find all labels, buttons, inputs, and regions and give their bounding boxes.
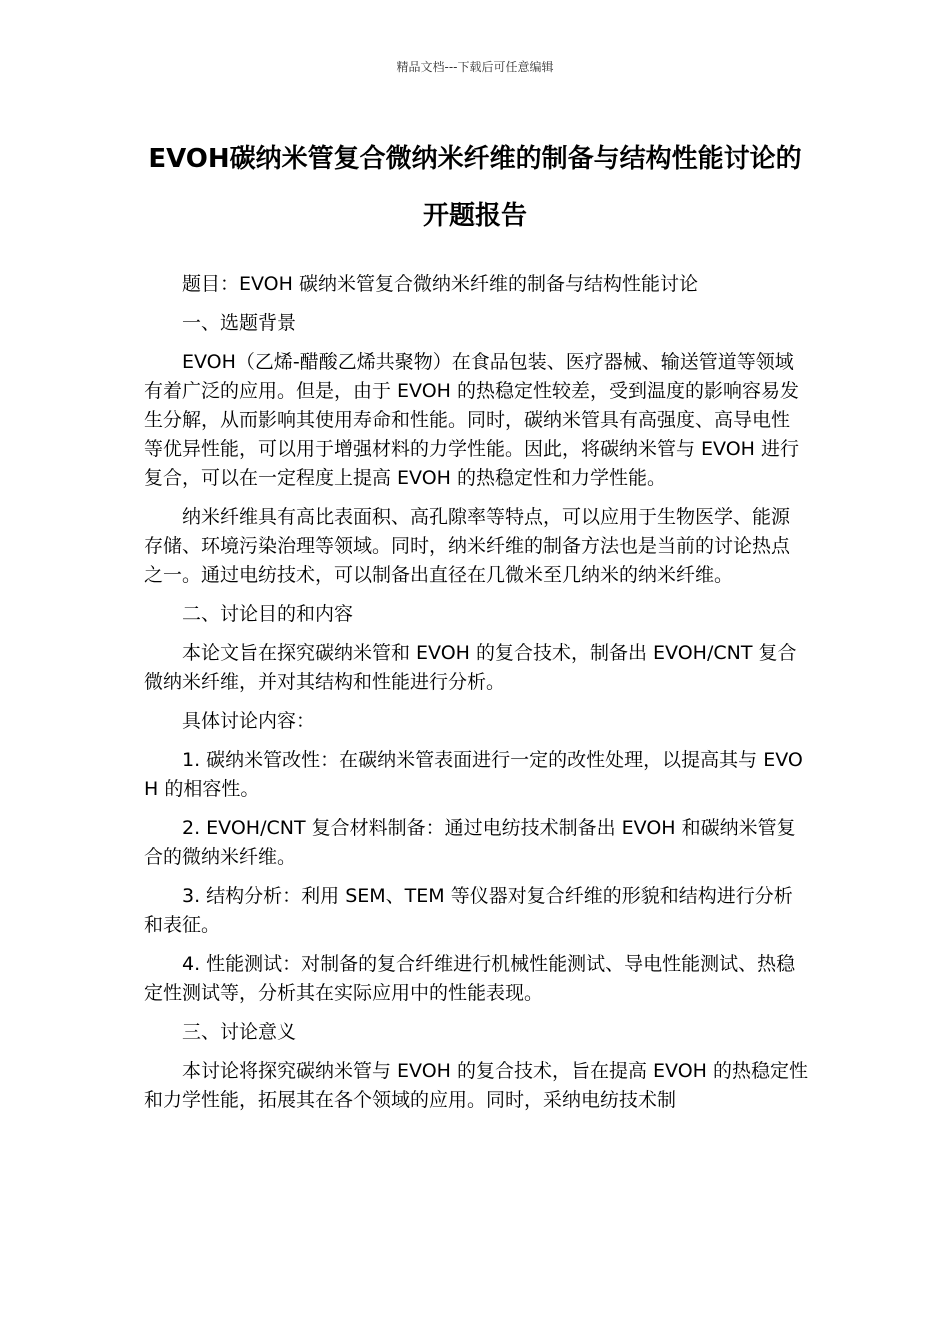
paragraph-purpose: 本论文旨在探究碳纳米管和 EVOH 的复合技术，制备出 EVOH/CNT 复合微纳米纤维，并对其结构和性能进行分析。 [144, 642, 797, 693]
header-note: 精品文档---下载后可任意编辑 [396, 60, 554, 74]
paragraph-significance: 本讨论将探究碳纳米管与 EVOH 的复合技术，旨在提高 EVOH 的热稳定性和力学性能，拓展其在各个领域的应用。同时，采纳电纺技术制 [144, 1060, 808, 1111]
content-item-3: 3. 结构分析：利用 SEM、TEM 等仪器对复合纤维的形貌和结构进行分析和表征。 [144, 885, 793, 936]
topic-line: 题目：EVOH 碳纳米管复合微纳米纤维的制备与结构性能讨论 [182, 273, 698, 295]
document-title: EVOH碳纳米管复合微纳米纤维的制备与结构性能讨论的开题报告 [148, 144, 802, 231]
section-heading-significance: 三、讨论意义 [182, 1021, 297, 1043]
section-heading-background: 一、选题背景 [182, 312, 297, 334]
paragraph-background-nanofiber: 纳米纤维具有高比表面积、高孔隙率等特点，可以应用于生物医学、能源存储、环境污染治理等领域。同时，纳米纤维的制备方法也是当前的讨论热点之一。通过电纺技术，可以制备出直径在几微米至几纳米的纳米纤维。 [144, 506, 791, 586]
document-body [144, 270, 808, 1125]
content-item-4: 4. 性能测试：对制备的复合纤维进行机械性能测试、导电性能测试、热稳定性测试等，分析其在实际应用中的性能表现。 [144, 953, 796, 1004]
content-list-heading: 具体讨论内容： [182, 710, 316, 732]
section-heading-purpose: 二、讨论目的和内容 [182, 603, 354, 625]
content-item-1: 1. 碳纳米管改性：在碳纳米管表面进行一定的改性处理，以提高其与 EVOH 的相容性。 [144, 749, 803, 800]
paragraph-background-evoh: EVOH（乙烯-醋酸乙烯共聚物）在食品包装、医疗器械、输送管道等领域有着广泛的应用。但是，由于 EVOH 的热稳定性较差，受到温度的影响容易发生分解，从而影响其使用寿命和性能。同时，碳纳米管具有高强度、高导电性等优异性能，可以用于增强材料的力学性能。因此，将碳纳米管与 EVOH 进行复合，可以在一定程度上提高 EVOH 的热稳定性和力学性能。 [144, 351, 799, 489]
content-item-2: 2. EVOH/CNT 复合材料制备：通过电纺技术制备出 EVOH 和碳纳米管复合的微纳米纤维。 [144, 817, 796, 868]
